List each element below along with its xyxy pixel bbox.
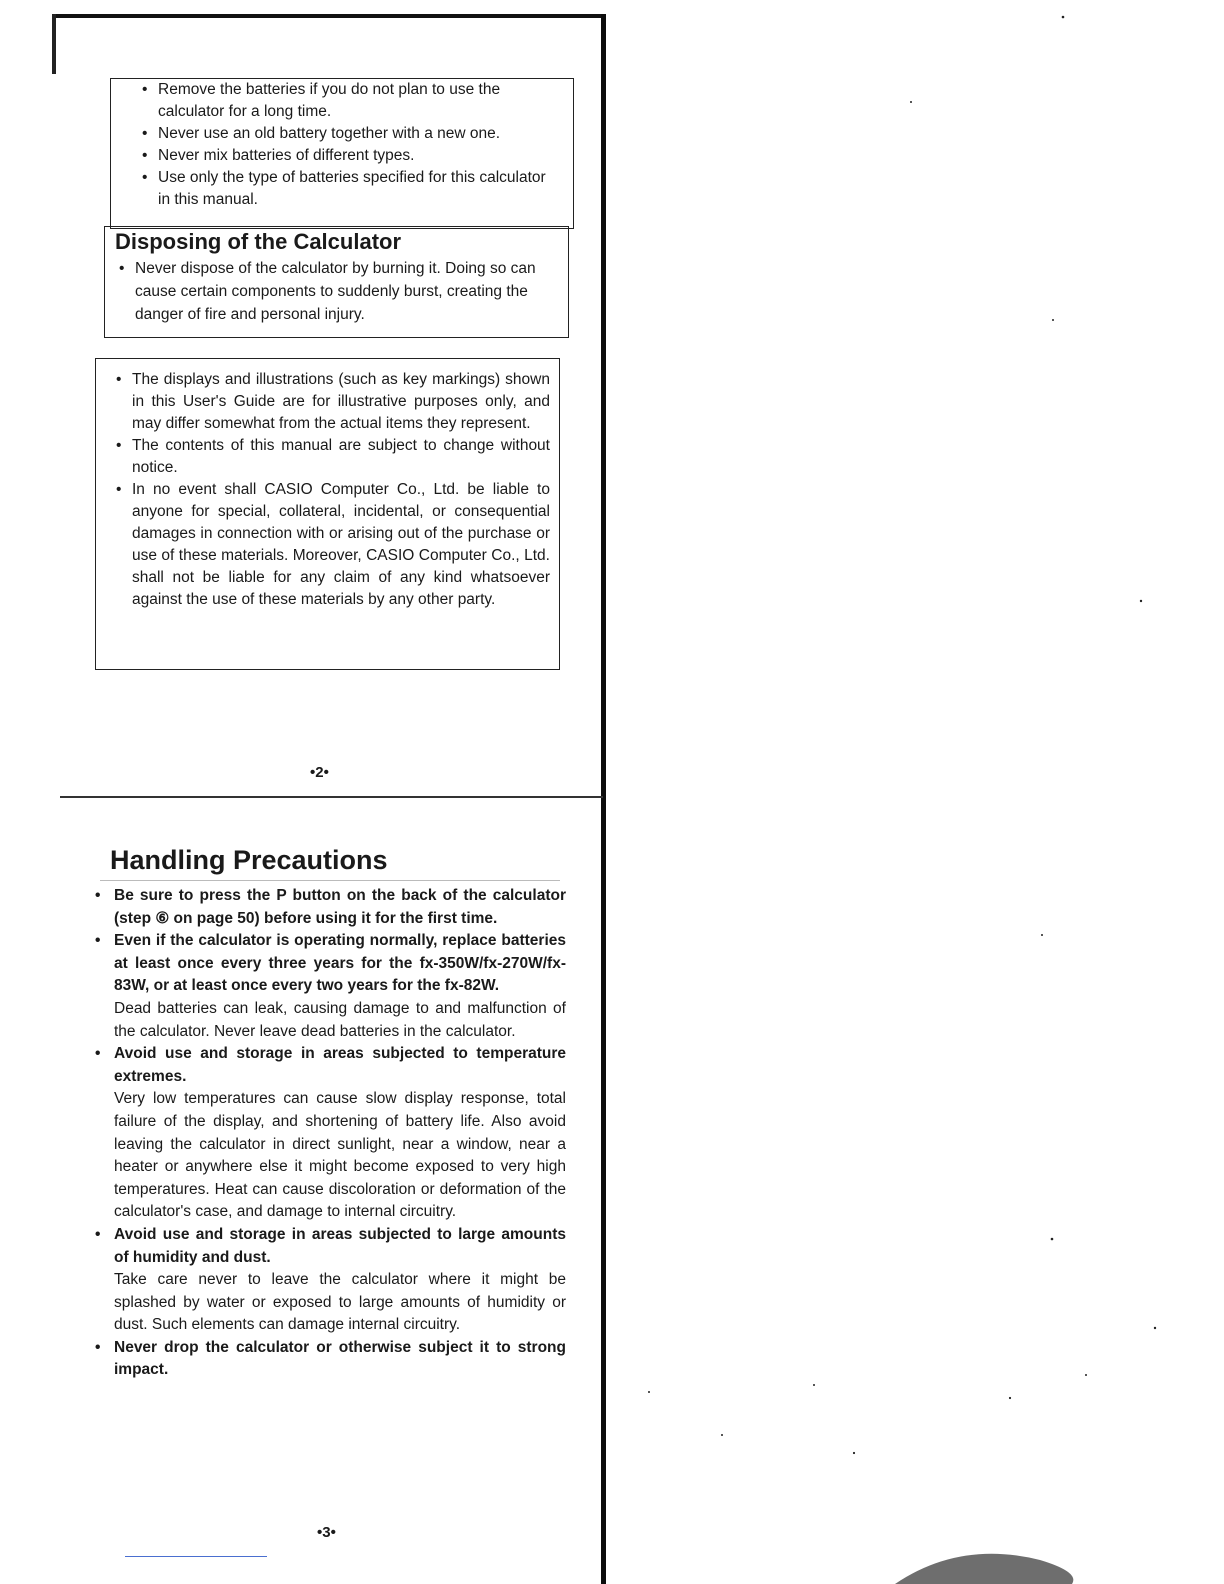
precaution-lead: • Never drop the calculator or otherwise subject it to strong impact. bbox=[114, 1338, 566, 1379]
precaution-lead: • Be sure to press the P button on the back of the calculator (step ⑥ on page 50) before using it for the first time. bbox=[114, 887, 566, 927]
precaution-body: Dead batteries can leak, causing damage to and malfunction of the calculator. Never leave dead batteries in the calculator. bbox=[114, 999, 566, 1040]
precaution-lead: • Avoid use and storage in areas subjected to temperature extremes. bbox=[114, 1045, 566, 1085]
battery-note: • Never mix batteries of different types. bbox=[136, 145, 556, 167]
notice-item: • The contents of this manual are subject to change without notice. bbox=[110, 435, 550, 479]
page-number: •2• bbox=[310, 764, 329, 781]
page-number: •3• bbox=[317, 1524, 336, 1541]
disposing-title: Disposing of the Calculator bbox=[115, 229, 402, 254]
handling-precautions-title: Handling Precautions bbox=[110, 845, 388, 875]
precaution-lead: • Avoid use and storage in areas subjected to large amounts of humidity and dust. bbox=[114, 1225, 566, 1266]
notice-item: • The displays and illustrations (such as key markings) shown in this User's Guide are for illustrative purposes only, and may differ somewhat from the actual items they represent. bbox=[110, 369, 550, 435]
precaution-lead: • Even if the calculator is operating normally, replace batteries at least once every three years for the fx-350W/fx-270W/fx-83W, or at least once every two years for the fx-82W. bbox=[114, 932, 566, 995]
precaution-body: Very low temperatures can cause slow display response, total failure of the display, and shortening of battery life. Also avoid leaving the calculator in direct sunlight, near a window, near a heater or anywhere else it might become exposed to very high temperatures. Heat can cause discoloration or deformation of the calculator's case, and damage to internal circuitry. bbox=[114, 1090, 566, 1221]
battery-note: • Use only the type of batteries specified for this calculator in this manual. bbox=[136, 167, 556, 211]
notice-item: • In no event shall CASIO Computer Co., Ltd. be liable to anyone for special, collateral, incidental, or consequential damages in connection with or arising out of the purchase or use of these materials. Moreover, CASIO Computer Co., Ltd. shall not be liable for any claim of any kind whatsoever against the use of these materials by any other party. bbox=[110, 479, 550, 611]
disposing-item: • Never dispose of the calculator by burning it. Doing so can cause certain components to suddenly burst, creating the danger of fire and personal injury. bbox=[113, 257, 558, 326]
scan-smudge bbox=[895, 1554, 1073, 1584]
precaution-body: Take care never to leave the calculator where it might be splashed by water or exposed to large amounts of humidity or dust. Such elements can damage internal circuitry. bbox=[114, 1271, 566, 1334]
battery-note: • Remove the batteries if you do not plan to use the calculator for a long time. bbox=[136, 79, 556, 123]
battery-note: • Never use an old battery together with a new one. bbox=[136, 123, 556, 145]
